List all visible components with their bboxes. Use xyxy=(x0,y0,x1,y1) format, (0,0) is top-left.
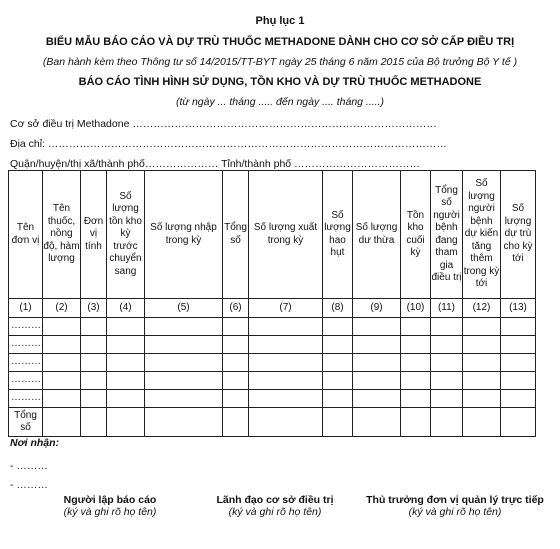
header-cell: Số lượng xuất trong kỳ xyxy=(249,171,323,299)
header-cell: Đơn vị tính xyxy=(81,171,107,299)
unit-placeholder: ………. xyxy=(9,318,43,336)
total-row xyxy=(9,408,536,437)
column-number: (5) xyxy=(145,299,223,318)
column-number-row xyxy=(9,299,536,318)
recipient-line: - ……… xyxy=(10,460,48,472)
header-cell: Số lượng dư thừa xyxy=(353,171,401,299)
signer-note: (ký và ghi rõ họ tên) xyxy=(228,506,322,518)
column-number: (1) xyxy=(9,299,43,318)
column-number: (4) xyxy=(107,299,145,318)
signature-block-preparer xyxy=(30,494,190,518)
header-cell: Tổng số người bệnh đang tham gia điều trị xyxy=(431,171,463,299)
signer-role: Thủ trưởng đơn vị quản lý trực tiếp xyxy=(366,494,544,506)
signer-note: (ký và ghi rõ họ tên) xyxy=(408,506,502,518)
column-number: (7) xyxy=(249,299,323,318)
recipient-line: - ……… xyxy=(10,479,48,491)
header-cell: Tên đơn vị xyxy=(9,171,43,299)
column-number: (3) xyxy=(81,299,107,318)
table-row xyxy=(9,318,536,336)
signer-role: Lãnh đạo cơ sở điều trị xyxy=(216,494,334,506)
header-cell: Số lượng nhập trong kỳ xyxy=(145,171,223,299)
signer-note: (ký và ghi rõ họ tên) xyxy=(63,506,157,518)
unit-placeholder: ………. xyxy=(9,354,43,372)
column-number: (11) xyxy=(431,299,463,318)
header-cell: Số lượng người bệnh dự kiến tăng thêm trong kỳ tới xyxy=(463,171,501,299)
report-period: (từ ngày ... tháng ..... đến ngày .... tháng .....) xyxy=(175,96,385,108)
column-number: (8) xyxy=(323,299,353,318)
header-cell: Số lượng dự trù cho kỳ tới xyxy=(501,171,536,299)
district-province-field: Quận/huyện/thị xã/thành phố………………… Tỉnh/thành phố ……………………………… xyxy=(10,158,421,170)
recipients-label: Nơi nhận: xyxy=(10,437,60,449)
report-table xyxy=(8,170,536,437)
signature-block-facility-leader xyxy=(195,494,355,518)
table-header-row xyxy=(9,171,536,299)
table-row xyxy=(9,372,536,390)
table-row xyxy=(9,354,536,372)
unit-placeholder: ………. xyxy=(9,372,43,390)
form-title: BIỂU MẪU BÁO CÁO VÀ DỰ TRÙ THUỐC METHADONE DÀNH CHO CƠ SỞ CẤP ĐIỀU TRỊ xyxy=(45,36,515,48)
header-cell: Số lượng hao hụt xyxy=(323,171,353,299)
appendix-label: Phụ lục 1 xyxy=(255,15,305,27)
signer-role: Người lập báo cáo xyxy=(63,494,157,506)
column-number: (9) xyxy=(353,299,401,318)
header-cell: Tổng số xyxy=(223,171,249,299)
table-row xyxy=(9,390,536,408)
column-number: (2) xyxy=(43,299,81,318)
column-number: (6) xyxy=(223,299,249,318)
column-number: (13) xyxy=(501,299,536,318)
report-title: BÁO CÁO TÌNH HÌNH SỬ DỤNG, TỒN KHO VÀ DỰ TRÙ THUỐC METHADONE xyxy=(78,76,482,88)
facility-field: Cơ sở điều trị Methadone …………………………………………………………………………… xyxy=(10,118,437,130)
column-number: (12) xyxy=(463,299,501,318)
signature-block-direct-manager xyxy=(355,494,555,518)
header-cell: Tồn kho cuối kỳ xyxy=(401,171,431,299)
table-row xyxy=(9,336,536,354)
column-number: (10) xyxy=(401,299,431,318)
total-label: Tổng số xyxy=(9,408,43,437)
header-cell: Số lượng tồn kho kỳ trước chuyển sang xyxy=(107,171,145,299)
header-cell: Tên thuốc, nồng độ, hàm lượng xyxy=(43,171,81,299)
issued-by: (Ban hành kèm theo Thông tư số 14/2015/TT-BYT ngày 25 tháng 6 năm 2015 của Bộ trưởng Bộ Y tế ) xyxy=(42,56,518,68)
unit-placeholder: ………. xyxy=(9,336,43,354)
unit-placeholder: ………. xyxy=(9,390,43,408)
address-field: Địa chỉ: …………………………………………………………………………………………………… xyxy=(10,138,447,150)
